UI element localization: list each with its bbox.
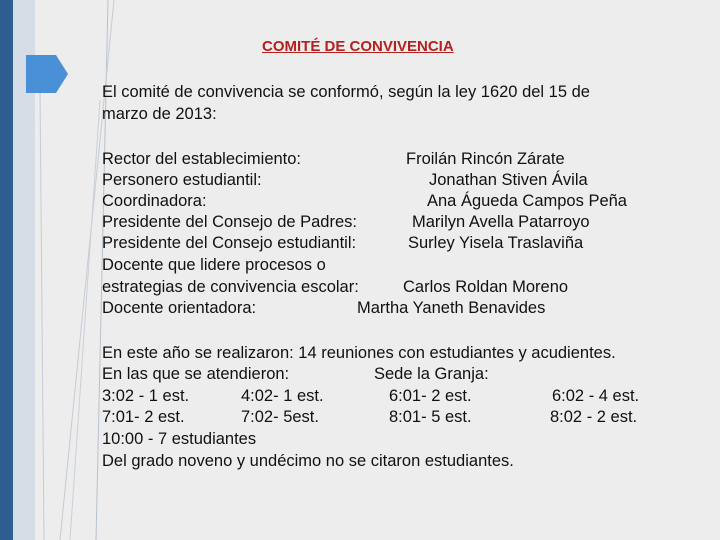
member-role: Presidente del Consejo estudiantil: bbox=[102, 234, 357, 252]
meeting-count: 6:01- 2 est. bbox=[389, 387, 472, 405]
member-role: Coordinadora: bbox=[102, 192, 207, 210]
member-role: Docente orientadora: bbox=[102, 299, 257, 317]
meeting-count: 8:01- 5 est. bbox=[389, 408, 472, 426]
meeting-count: 8:02 - 2 est. bbox=[550, 408, 638, 426]
meetings-site: Sede la Granja: bbox=[374, 365, 489, 383]
intro-line-2: marzo de 2013: bbox=[102, 105, 217, 123]
accent-shape bbox=[26, 55, 68, 93]
meeting-count: 10:00 - 7 estudiantes bbox=[102, 430, 257, 448]
meeting-count: 3:02 - 1 est. bbox=[102, 387, 190, 405]
member-role: Personero estudiantil: bbox=[102, 171, 262, 189]
member-name: Surley Yisela Traslaviña bbox=[408, 234, 584, 252]
meetings-attended-label: En las que se atendieron: bbox=[102, 365, 290, 383]
meeting-count: 6:02 - 4 est. bbox=[552, 387, 640, 405]
intro-line-1: El comité de convivencia se conformó, según la ley 1620 del 15 de bbox=[102, 83, 590, 101]
member-name: Froilán Rincón Zárate bbox=[406, 150, 565, 168]
member-role: Docente que lidere procesos o bbox=[102, 256, 326, 274]
page-title: COMITÉ DE CONVIVENCIA bbox=[262, 38, 454, 55]
member-name: Carlos Roldan Moreno bbox=[403, 278, 569, 296]
meeting-count: 4:02- 1 est. bbox=[241, 387, 324, 405]
member-role: Rector del establecimiento: bbox=[102, 150, 302, 168]
member-name: Martha Yaneth Benavides bbox=[357, 299, 546, 317]
member-name: Ana Águeda Campos Peña bbox=[427, 192, 627, 210]
meeting-count: 7:01- 2 est. bbox=[102, 408, 185, 426]
member-name: Jonathan Stiven Ávila bbox=[429, 171, 588, 189]
member-role: Presidente del Consejo de Padres: bbox=[102, 213, 357, 231]
meetings-summary: En este año se realizaron: 14 reuniones con estudiantes y acudientes. bbox=[102, 344, 616, 362]
member-role: estrategias de convivencia escolar: bbox=[102, 278, 359, 296]
meetings-closing: Del grado noveno y undécimo no se citaron estudiantes. bbox=[102, 452, 514, 470]
meeting-count: 7:02- 5est. bbox=[241, 408, 319, 426]
member-name: Marilyn Avella Patarroyo bbox=[412, 213, 590, 231]
